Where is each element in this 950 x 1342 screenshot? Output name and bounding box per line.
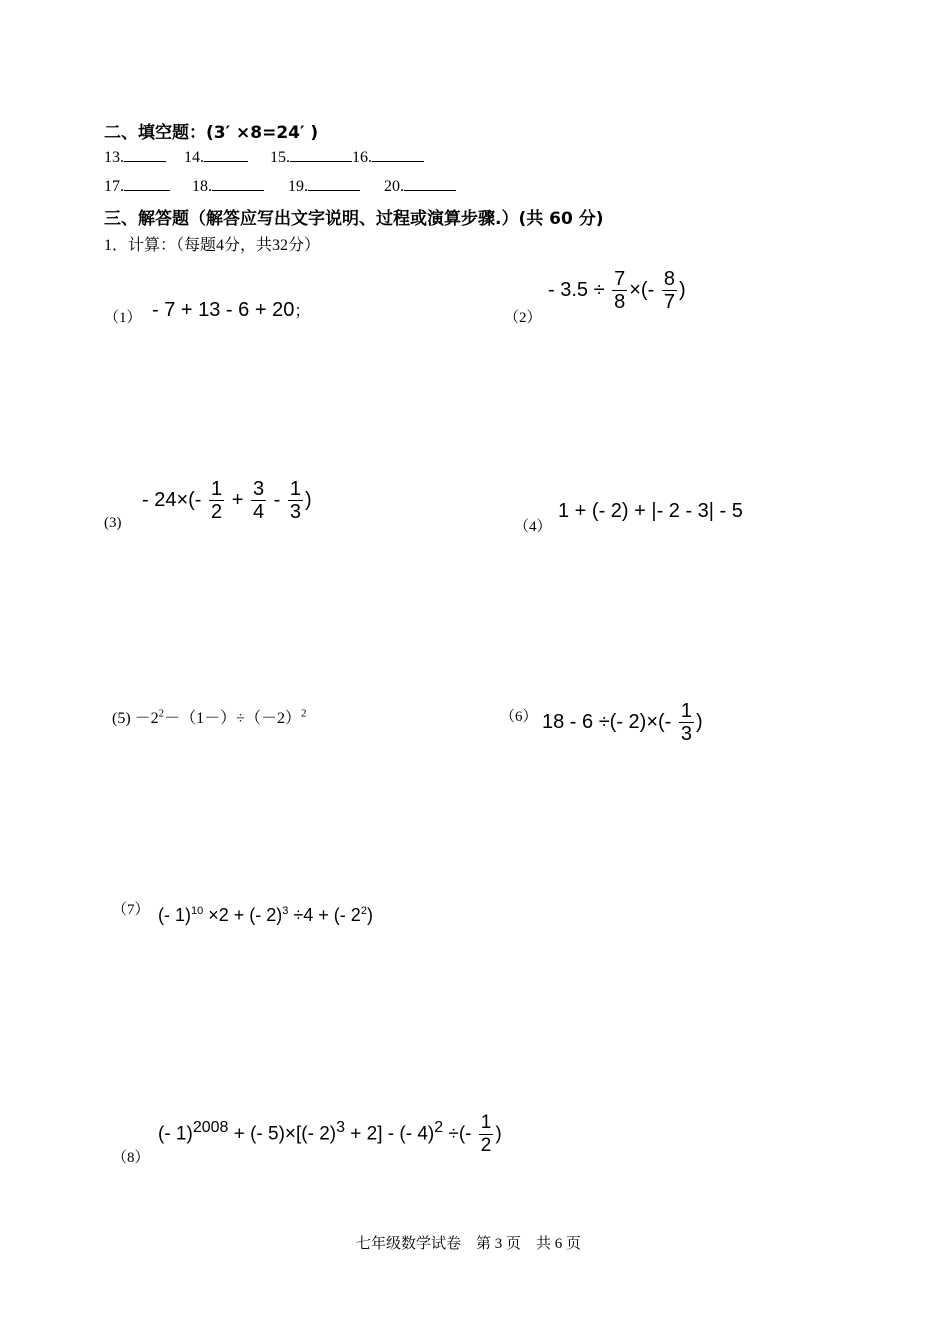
fill-blank-row-2 bbox=[104, 176, 456, 196]
section-3-title: 三、解答题（解答应写出文字说明、过程或演算步骤.）(共 60 分) bbox=[104, 209, 604, 229]
p3-f1-num: 1 bbox=[211, 478, 223, 500]
p5-exp: 2 bbox=[158, 707, 165, 720]
p2-f1-num: 7 bbox=[614, 268, 626, 290]
p3-op1: + bbox=[231, 488, 244, 511]
p8-term-c: + 2] - (- 4) bbox=[345, 1123, 435, 1145]
p6-lead: 18 - 6 ÷(- 2)×(- bbox=[542, 710, 672, 733]
p8-fraction bbox=[479, 1112, 494, 1157]
p8-exp-b: 3 bbox=[336, 1119, 346, 1137]
q17-blank[interactable] bbox=[124, 176, 170, 191]
p8-f-den: 2 bbox=[480, 1135, 492, 1156]
p2-expression bbox=[548, 268, 686, 313]
p3-label: (3) bbox=[104, 515, 122, 531]
p2-end: ) bbox=[678, 278, 686, 301]
p5-expr: －2 bbox=[134, 710, 159, 727]
p7-exp-a: 10 bbox=[191, 905, 204, 917]
q19-label: 19. bbox=[288, 178, 308, 195]
q18-label: 18. bbox=[192, 178, 212, 195]
p2-lead: - 3.5 ÷ bbox=[548, 278, 605, 301]
section-3-subtitle: 1．计算：（每题4分，共32分） bbox=[104, 237, 321, 254]
q18-blank[interactable] bbox=[212, 176, 264, 191]
p8-label: （8） bbox=[112, 1150, 150, 1166]
q16-label: 16. bbox=[352, 149, 372, 166]
p3-f1-den: 2 bbox=[211, 501, 223, 523]
p6-fraction bbox=[679, 700, 694, 745]
p6-expression bbox=[542, 700, 703, 745]
p7-exp-b: 3 bbox=[282, 905, 289, 917]
p7-expression bbox=[158, 905, 373, 926]
p7-label: （7） bbox=[112, 902, 150, 918]
q16-blank[interactable] bbox=[372, 147, 424, 162]
q14-blank[interactable] bbox=[204, 147, 248, 162]
p2-mid: ×(- bbox=[629, 278, 655, 301]
p2-label: （2） bbox=[504, 310, 542, 326]
p6-f-num: 1 bbox=[680, 700, 693, 722]
p7-term-a: (- 1) bbox=[158, 905, 191, 925]
p8-exp-c: 2 bbox=[434, 1119, 444, 1137]
p3-end: ) bbox=[305, 488, 312, 511]
q15-blank[interactable] bbox=[290, 147, 352, 162]
q13-label: 13. bbox=[104, 149, 124, 166]
p3-fraction-3 bbox=[288, 478, 303, 523]
p2-fraction-2 bbox=[662, 268, 677, 313]
p5-exp-2: 2 bbox=[300, 707, 307, 720]
q20-label: 20. bbox=[384, 178, 404, 195]
p3-f2-num: 3 bbox=[252, 478, 265, 500]
p3-op2: - bbox=[273, 488, 281, 511]
p5-label: (5) bbox=[112, 710, 131, 727]
p2-f2-num: 8 bbox=[663, 268, 675, 290]
p7-term-d: ) bbox=[366, 905, 373, 925]
p7-exp-c: 2 bbox=[360, 905, 367, 917]
p8-term-d: ÷(- bbox=[443, 1123, 472, 1145]
p8-expression bbox=[158, 1112, 502, 1157]
q13-blank[interactable] bbox=[124, 147, 166, 162]
p3-fraction-1 bbox=[209, 478, 224, 523]
p3-f2-den: 4 bbox=[252, 501, 265, 523]
p1-expr: - 7 + 13 - 6 + 20 bbox=[152, 299, 295, 321]
p3-f3-den: 3 bbox=[289, 501, 302, 523]
p3-f3-num: 1 bbox=[289, 478, 302, 500]
p8-end: ) bbox=[495, 1123, 502, 1145]
section-2-title: 二、填空题：(3′ ×8=24′ ) bbox=[104, 123, 319, 143]
p6-label: （6） bbox=[500, 709, 538, 725]
q20-blank[interactable] bbox=[404, 176, 456, 191]
p4-label: （4） bbox=[514, 519, 552, 535]
p2-f1-den: 8 bbox=[614, 291, 626, 313]
p6-f-den: 3 bbox=[680, 723, 693, 745]
p7-term-c: ÷4 + (- 2 bbox=[288, 905, 361, 925]
q19-blank[interactable] bbox=[308, 176, 360, 191]
p1-expression bbox=[152, 298, 310, 322]
p1-tail: ； bbox=[294, 303, 311, 320]
p2-fraction-1 bbox=[612, 268, 627, 313]
p7-term-b: ×2 + (- 2) bbox=[203, 905, 283, 925]
p8-term-a: (- 1) bbox=[158, 1123, 193, 1145]
p8-term-b: + (- 5)×[(- 2) bbox=[228, 1123, 337, 1145]
page-footer: 七年级数学试卷 第 3 页 共 6 页 bbox=[356, 1236, 582, 1252]
q14-label: 14. bbox=[184, 149, 204, 166]
p5-expression bbox=[112, 705, 306, 728]
p5-rest: －（1－）÷（－2） bbox=[164, 710, 301, 727]
p2-f2-den: 7 bbox=[663, 291, 675, 313]
fill-blank-row-1 bbox=[104, 147, 424, 167]
p3-expression bbox=[142, 478, 312, 523]
p3-lead: - 24×(- bbox=[142, 488, 202, 511]
p4-expression: 1 + (- 2) + |- 2 - 3| - 5 bbox=[558, 500, 743, 522]
q17-label: 17. bbox=[104, 178, 124, 195]
p6-end: ) bbox=[696, 710, 703, 733]
p8-f-num: 1 bbox=[480, 1112, 492, 1133]
p1-label: （1） bbox=[104, 310, 142, 326]
p8-exp-a: 2008 bbox=[192, 1119, 229, 1137]
p3-fraction-2 bbox=[251, 478, 266, 523]
q15-label: 15. bbox=[270, 149, 290, 166]
